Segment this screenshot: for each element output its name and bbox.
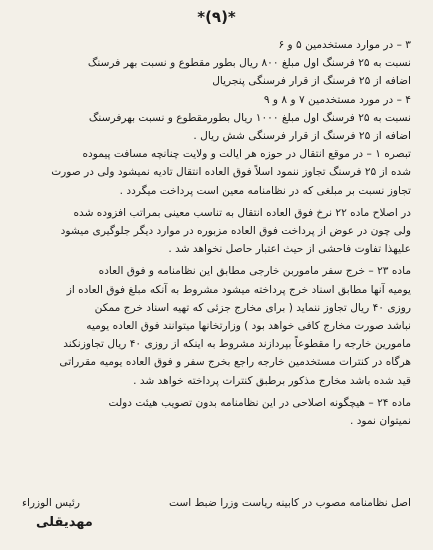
text-line: تبصره ۱ – در موقع انتقال در حوزه هر ایالت و ولایت چنانچه مسافت پیموده: [82, 148, 411, 161]
text-line: نمیتوان نمود .: [349, 415, 411, 428]
signatory-name: مهدیقلی: [36, 515, 93, 530]
page-number-header: *(٩)*: [197, 8, 236, 26]
text-line: قید شده باشد مخارج مذکور برطبق کنترات پرداخته خواهد شد .: [133, 374, 411, 387]
text-line: تجاوز نسبت بر مبلغی که در نظامنامه معین است پرداخت میگردد .: [119, 184, 411, 197]
text-line: شده از ۲۵ فرسنگ تجاوز ننمود اسلاً فوق العاده انتقال تادیه نمیشود ولی در صورت: [51, 166, 411, 179]
text-line: علیهذا تفاوت فاحشی از حیث اعتبار حاصل نخواهد شد .: [168, 243, 411, 256]
text-line: ولی چون در عوض از پرداخت فوق العاده مزبوره در موارد دیگر جلوگیری میشود: [60, 225, 411, 238]
paragraph: [22, 204, 411, 259]
text-line: اضافه از ۲۵ فرسنگ از قرار فرسنگی پنجریال: [212, 75, 411, 88]
paragraph: [22, 36, 411, 54]
paragraph: [22, 262, 411, 389]
document-body: [22, 36, 411, 430]
text-line: یومیه آنها مطابق اسناد خرج پرداخته میشود مشروط به آنکه مبلغ فوق العاده از: [66, 283, 411, 296]
paragraph: [22, 109, 411, 145]
signatory-title: رئیس الوزراء: [22, 497, 80, 509]
text-line: نباشد صورت مخارج کافی خواهد بود ) وزارتخانها میتوانند فوق العاده یومیه: [86, 320, 411, 333]
paragraph: [22, 394, 411, 430]
text-line: مامورین خارجه را مقطوعاً بپردازند مشروط به اینکه از روزی ۴۰ ریال تجاوزنکند: [63, 338, 411, 351]
text-line: ۴ – در مورد مستخدمین ۷ و ۸ و ۹: [263, 93, 411, 106]
paragraph: [22, 145, 411, 200]
text-line: روزی ۴۰ ریال تجاوز ننماید ( برای مخارج جزئی که تهیه اسناد خرج ممکن: [94, 301, 411, 314]
archive-note: اصل نظامنامه مصوب در کابینه ریاست وزرا ضبط است: [169, 497, 411, 509]
text-line: هرگاه در کنترات مستخدمین خارجه راجع بخرج سفر و فوق العاده یومیه مقرراتی: [59, 356, 411, 369]
text-line: ماده ۲۴ – هیچگونه اصلاحی در این نظامنامه بدون تصویب هیئت دولت: [108, 396, 411, 409]
text-line: ٣ – در موارد مستخدمین ۵ و ۶: [278, 39, 411, 51]
text-line: ماده ۲۳ – خرج سفر ماموربن خارجی مطابق این نظامنامه و فوق العاده: [98, 265, 411, 278]
paragraph: [22, 54, 411, 90]
text-line: اضافه از ۲۵ فرسنگ از قرار فرسنگی شش ریال .: [193, 130, 411, 143]
paragraph: [22, 91, 411, 109]
text-line: در اصلاح ماده ۲۲ نرخ فوق العاده انتقال به تناسب معینی بمراتب افزوده شده: [73, 206, 411, 219]
text-line: نسبت به ۲۵ فرسنگ اول مبلغ ۱۰۰۰ ریال بطورمقطوع و نسبت بهرفرسنگ: [88, 111, 411, 124]
text-line: نسبت به ۲۵ فرسنگ اول مبلغ ۸۰۰ ریال بطور مقطوع و نسبت بهر فرسنگ: [87, 57, 411, 70]
